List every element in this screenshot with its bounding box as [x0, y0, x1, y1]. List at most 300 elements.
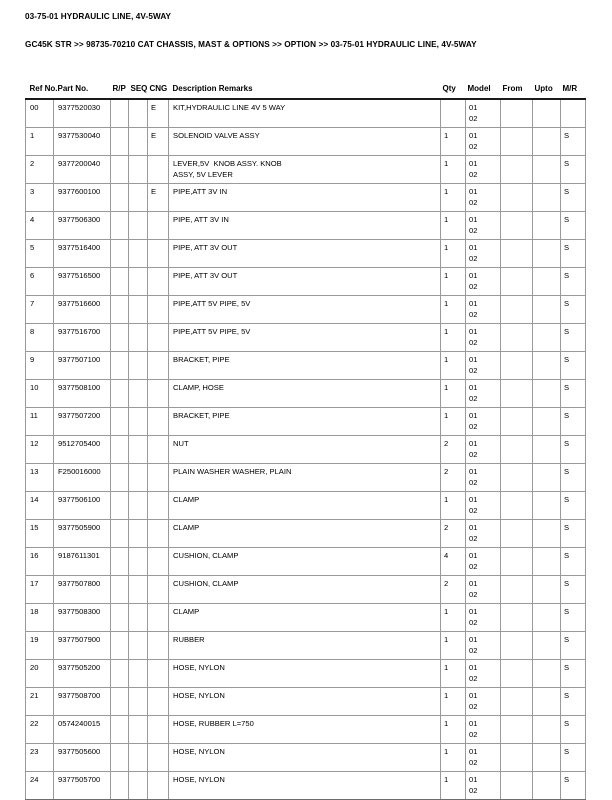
cell-mr: S [561, 716, 586, 744]
cell-model [466, 128, 501, 156]
cell-upto [533, 436, 561, 464]
cell-qty: 1 [441, 156, 466, 184]
cell-part: 9377530040 [54, 128, 111, 156]
cell-mr: S [561, 492, 586, 520]
cell-seq [129, 324, 148, 352]
cell-ref: 24 [26, 772, 54, 800]
cell-ref: 2 [26, 156, 54, 184]
table-row [26, 772, 586, 800]
cell-seq [129, 576, 148, 604]
model-line: 01 [469, 691, 478, 700]
cell-rp [111, 464, 129, 492]
cell-cng [148, 492, 169, 520]
model-line: 01 [469, 187, 478, 196]
model-line: 01 [469, 495, 478, 504]
cell-qty: 1 [441, 632, 466, 660]
cell-cng: E [148, 184, 169, 212]
cell-ref: 00 [26, 99, 54, 128]
cell-qty: 4 [441, 548, 466, 576]
cell-from [501, 156, 533, 184]
column-header-seq: SEQ [130, 84, 148, 93]
desc-line: HOSE, NYLON [173, 747, 225, 756]
cell-desc [169, 212, 441, 240]
cell-from [501, 408, 533, 436]
model-line: 01 [469, 327, 478, 336]
cell-from [501, 632, 533, 660]
cell-desc [169, 380, 441, 408]
cell-cng: E [148, 99, 169, 128]
model-line: 02 [469, 421, 478, 431]
desc-line: HOSE, NYLON [173, 691, 225, 700]
cell-model [466, 660, 501, 688]
cell-mr: S [561, 632, 586, 660]
cell-seq [129, 296, 148, 324]
cell-part: 9377505200 [54, 660, 111, 688]
model-line: 01 [469, 355, 478, 364]
cell-from [501, 240, 533, 268]
cell-desc [169, 492, 441, 520]
cell-qty [441, 99, 466, 128]
cell-from [501, 604, 533, 632]
cell-rp [111, 772, 129, 800]
table-row [26, 268, 586, 296]
cell-rp [111, 212, 129, 240]
cell-upto [533, 520, 561, 548]
cell-from [501, 492, 533, 520]
cell-mr: S [561, 128, 586, 156]
desc-line: CUSHION, CLAMP [173, 579, 239, 588]
table-row [26, 380, 586, 408]
cell-desc [169, 240, 441, 268]
cell-qty: 1 [441, 408, 466, 436]
cell-from [501, 464, 533, 492]
table-row [26, 660, 586, 688]
cell-ref: 16 [26, 548, 54, 576]
cell-rp [111, 128, 129, 156]
model-line: 01 [469, 719, 478, 728]
cell-part: 9377520030 [54, 99, 111, 128]
cell-qty: 1 [441, 268, 466, 296]
model-line: 02 [469, 337, 478, 347]
cell-seq [129, 436, 148, 464]
model-line: 02 [469, 701, 478, 711]
cell-cng [148, 688, 169, 716]
cell-seq [129, 688, 148, 716]
desc-line: SOLENOID VALVE ASSY [173, 131, 260, 140]
cell-desc [169, 296, 441, 324]
table-row [26, 436, 586, 464]
model-line: 02 [469, 449, 478, 459]
cell-model [466, 632, 501, 660]
cell-upto [533, 324, 561, 352]
cell-ref: 23 [26, 744, 54, 772]
cell-mr [561, 99, 586, 128]
cell-from [501, 520, 533, 548]
cell-part: 9377507200 [54, 408, 111, 436]
cell-model [466, 156, 501, 184]
cell-ref: 14 [26, 492, 54, 520]
cell-upto [533, 184, 561, 212]
cell-desc [169, 156, 441, 184]
desc-line: PIPE,ATT 5V PIPE, 5V [173, 299, 251, 308]
model-line: 01 [469, 215, 478, 224]
table-row [26, 632, 586, 660]
cell-upto [533, 548, 561, 576]
cell-rp [111, 268, 129, 296]
cell-mr: S [561, 744, 586, 772]
cell-upto [533, 268, 561, 296]
cell-seq [129, 548, 148, 576]
cell-part: 9377506300 [54, 212, 111, 240]
column-header-mr: M/R [562, 84, 578, 93]
cell-qty: 1 [441, 380, 466, 408]
table-row [26, 576, 586, 604]
cell-rp [111, 744, 129, 772]
model-line: 02 [469, 253, 478, 263]
cell-mr: S [561, 464, 586, 492]
desc-line: LEVER,5V KNOB ASSY. KNOB [173, 159, 282, 168]
cell-rp [111, 576, 129, 604]
desc-line: HOSE, RUBBER L=750 [173, 719, 254, 728]
cell-ref: 7 [26, 296, 54, 324]
table-row [26, 324, 586, 352]
cell-model [466, 772, 501, 800]
desc-line: PIPE, ATT 3V OUT [173, 271, 238, 280]
cell-ref: 22 [26, 716, 54, 744]
desc-line: KIT,HYDRAULIC LINE 4V 5 WAY [173, 103, 286, 112]
cell-qty: 1 [441, 296, 466, 324]
table-row [26, 352, 586, 380]
model-line: 01 [469, 103, 478, 112]
cell-qty: 1 [441, 212, 466, 240]
breadcrumb: GC45K STR >> 98735-70210 CAT CHASSIS, MAST & OPTIONS >> OPTION >> 03-75-01 HYDRAULIC LINE, 4V-5WAY [25, 40, 477, 49]
cell-from [501, 744, 533, 772]
cell-upto [533, 380, 561, 408]
cell-mr: S [561, 184, 586, 212]
model-line: 02 [469, 393, 478, 403]
model-line: 02 [469, 757, 478, 767]
cell-model [466, 520, 501, 548]
model-line: 02 [469, 365, 478, 375]
cell-qty: 1 [441, 744, 466, 772]
cell-model [466, 408, 501, 436]
column-header-part-no: Part No. [57, 84, 89, 93]
table-row [26, 296, 586, 324]
cell-cng [148, 576, 169, 604]
cell-part: 9377505600 [54, 744, 111, 772]
desc-line: BRACKET, PIPE [173, 355, 230, 364]
cell-seq [129, 716, 148, 744]
cell-desc [169, 352, 441, 380]
cell-qty: 1 [441, 604, 466, 632]
desc-line: HOSE, NYLON [173, 663, 225, 672]
cell-upto [533, 576, 561, 604]
cell-from [501, 184, 533, 212]
cell-cng [148, 772, 169, 800]
cell-rp [111, 352, 129, 380]
cell-seq [129, 772, 148, 800]
cell-model [466, 716, 501, 744]
cell-from [501, 212, 533, 240]
table-row [26, 548, 586, 576]
cell-seq [129, 380, 148, 408]
parts-table-header [26, 84, 586, 99]
cell-qty: 2 [441, 436, 466, 464]
cell-ref: 10 [26, 380, 54, 408]
cell-qty: 1 [441, 240, 466, 268]
table-row [26, 240, 586, 268]
cell-desc [169, 772, 441, 800]
table-row [26, 184, 586, 212]
cell-cng [148, 520, 169, 548]
cell-part: 9377600100 [54, 184, 111, 212]
cell-rp [111, 296, 129, 324]
model-line: 01 [469, 551, 478, 560]
cell-upto [533, 716, 561, 744]
cell-ref: 18 [26, 604, 54, 632]
desc-line: NUT [173, 439, 189, 448]
model-line: 01 [469, 747, 478, 756]
cell-upto [533, 744, 561, 772]
model-line: 02 [469, 505, 478, 515]
cell-part: 9377505900 [54, 520, 111, 548]
column-header-ref-no: Ref No. [29, 84, 58, 93]
cell-part: 9187611301 [54, 548, 111, 576]
cell-cng [148, 660, 169, 688]
cell-mr: S [561, 380, 586, 408]
cell-from [501, 660, 533, 688]
cell-from [501, 128, 533, 156]
cell-rp [111, 436, 129, 464]
cell-from [501, 380, 533, 408]
desc-line: PIPE, ATT 3V OUT [173, 243, 238, 252]
desc-line: PIPE, ATT 3V IN [173, 215, 229, 224]
cell-seq [129, 99, 148, 128]
cell-model [466, 548, 501, 576]
model-line: 02 [469, 141, 478, 151]
cell-upto [533, 128, 561, 156]
cell-cng: E [148, 128, 169, 156]
cell-upto [533, 99, 561, 128]
cell-ref: 6 [26, 268, 54, 296]
cell-rp [111, 548, 129, 576]
cell-ref: 1 [26, 128, 54, 156]
model-line: 01 [469, 159, 478, 168]
cell-from [501, 296, 533, 324]
cell-desc [169, 128, 441, 156]
cell-upto [533, 352, 561, 380]
cell-model [466, 380, 501, 408]
cell-upto [533, 632, 561, 660]
model-line: 02 [469, 533, 478, 543]
cell-qty: 1 [441, 128, 466, 156]
column-header-qty: Qty [442, 84, 456, 93]
parts-table-body [26, 99, 586, 800]
cell-cng [148, 212, 169, 240]
table-row [26, 128, 586, 156]
cell-qty: 1 [441, 492, 466, 520]
model-line: 02 [469, 477, 478, 487]
cell-desc [169, 604, 441, 632]
cell-rp [111, 632, 129, 660]
cell-seq [129, 212, 148, 240]
cell-upto [533, 772, 561, 800]
cell-ref: 5 [26, 240, 54, 268]
cell-part: 9377516700 [54, 324, 111, 352]
cell-upto [533, 464, 561, 492]
model-line: 02 [469, 169, 478, 179]
model-line: 01 [469, 299, 478, 308]
table-row [26, 688, 586, 716]
cell-qty: 2 [441, 576, 466, 604]
cell-part: 9377506100 [54, 492, 111, 520]
cell-mr: S [561, 212, 586, 240]
desc-line: PIPE,ATT 5V PIPE, 5V [173, 327, 251, 336]
cell-mr: S [561, 352, 586, 380]
desc-line: PLAIN WASHER WASHER, PLAIN [173, 467, 292, 476]
cell-cng [148, 380, 169, 408]
cell-from [501, 716, 533, 744]
cell-cng [148, 324, 169, 352]
cell-cng [148, 352, 169, 380]
table-row [26, 716, 586, 744]
model-line: 01 [469, 383, 478, 392]
model-line: 02 [469, 617, 478, 627]
cell-ref: 17 [26, 576, 54, 604]
cell-upto [533, 156, 561, 184]
cell-model [466, 296, 501, 324]
parts-table [25, 84, 586, 800]
cell-cng [148, 632, 169, 660]
cell-seq [129, 184, 148, 212]
cell-ref: 4 [26, 212, 54, 240]
cell-model [466, 436, 501, 464]
model-line: 02 [469, 113, 478, 123]
cell-part: 0574240015 [54, 716, 111, 744]
cell-rp [111, 156, 129, 184]
cell-ref: 3 [26, 184, 54, 212]
cell-from [501, 324, 533, 352]
model-line: 02 [469, 561, 478, 571]
cell-seq [129, 660, 148, 688]
cell-desc [169, 184, 441, 212]
desc-line: HOSE, NYLON [173, 775, 225, 784]
cell-seq [129, 492, 148, 520]
cell-ref: 8 [26, 324, 54, 352]
cell-mr: S [561, 548, 586, 576]
cell-desc [169, 660, 441, 688]
cell-cng [148, 716, 169, 744]
cell-part: 9377507900 [54, 632, 111, 660]
cell-mr: S [561, 268, 586, 296]
parts-table-container [25, 84, 585, 800]
cell-seq [129, 128, 148, 156]
cell-part: 9377508300 [54, 604, 111, 632]
cell-upto [533, 408, 561, 436]
cell-qty: 2 [441, 464, 466, 492]
cell-rp [111, 688, 129, 716]
cell-rp [111, 716, 129, 744]
cell-mr: S [561, 436, 586, 464]
cell-model [466, 492, 501, 520]
cell-seq [129, 240, 148, 268]
model-line: 02 [469, 197, 478, 207]
desc-line: RUBBER [173, 635, 205, 644]
cell-part: 9377508100 [54, 380, 111, 408]
cell-rp [111, 240, 129, 268]
cell-desc [169, 744, 441, 772]
model-line: 01 [469, 523, 478, 532]
model-line: 01 [469, 775, 478, 784]
cell-mr: S [561, 324, 586, 352]
cell-desc [169, 408, 441, 436]
cell-part: 9512705400 [54, 436, 111, 464]
cell-desc [169, 688, 441, 716]
cell-model [466, 464, 501, 492]
cell-mr: S [561, 240, 586, 268]
cell-part: 9377200040 [54, 156, 111, 184]
cell-desc [169, 520, 441, 548]
cell-upto [533, 688, 561, 716]
cell-desc [169, 268, 441, 296]
cell-seq [129, 744, 148, 772]
cell-cng [148, 156, 169, 184]
cell-seq [129, 352, 148, 380]
cell-from [501, 436, 533, 464]
column-header-description: Description Remarks [172, 84, 253, 93]
cell-part: 9377507100 [54, 352, 111, 380]
cell-rp [111, 99, 129, 128]
cell-from [501, 548, 533, 576]
cell-mr: S [561, 772, 586, 800]
table-header-row [26, 84, 586, 99]
cell-seq [129, 268, 148, 296]
cell-upto [533, 240, 561, 268]
table-row [26, 744, 586, 772]
cell-model [466, 604, 501, 632]
cell-upto [533, 660, 561, 688]
cell-part: 9377516500 [54, 268, 111, 296]
cell-desc [169, 99, 441, 128]
cell-part: F250016000 [54, 464, 111, 492]
desc-line: CLAMP [173, 495, 200, 504]
cell-mr: S [561, 604, 586, 632]
model-line: 01 [469, 243, 478, 252]
cell-cng [148, 548, 169, 576]
cell-from [501, 576, 533, 604]
cell-desc [169, 464, 441, 492]
cell-upto [533, 296, 561, 324]
cell-model [466, 184, 501, 212]
model-line: 01 [469, 131, 478, 140]
desc-line: BRACKET, PIPE [173, 411, 230, 420]
cell-model [466, 352, 501, 380]
cell-cng [148, 436, 169, 464]
cell-cng [148, 240, 169, 268]
cell-part: 9377505700 [54, 772, 111, 800]
cell-from [501, 352, 533, 380]
table-row [26, 212, 586, 240]
cell-ref: 9 [26, 352, 54, 380]
cell-seq [129, 408, 148, 436]
cell-from [501, 268, 533, 296]
cell-rp [111, 604, 129, 632]
cell-qty: 1 [441, 352, 466, 380]
model-line: 01 [469, 271, 478, 280]
cell-desc [169, 436, 441, 464]
cell-mr: S [561, 688, 586, 716]
cell-seq [129, 604, 148, 632]
